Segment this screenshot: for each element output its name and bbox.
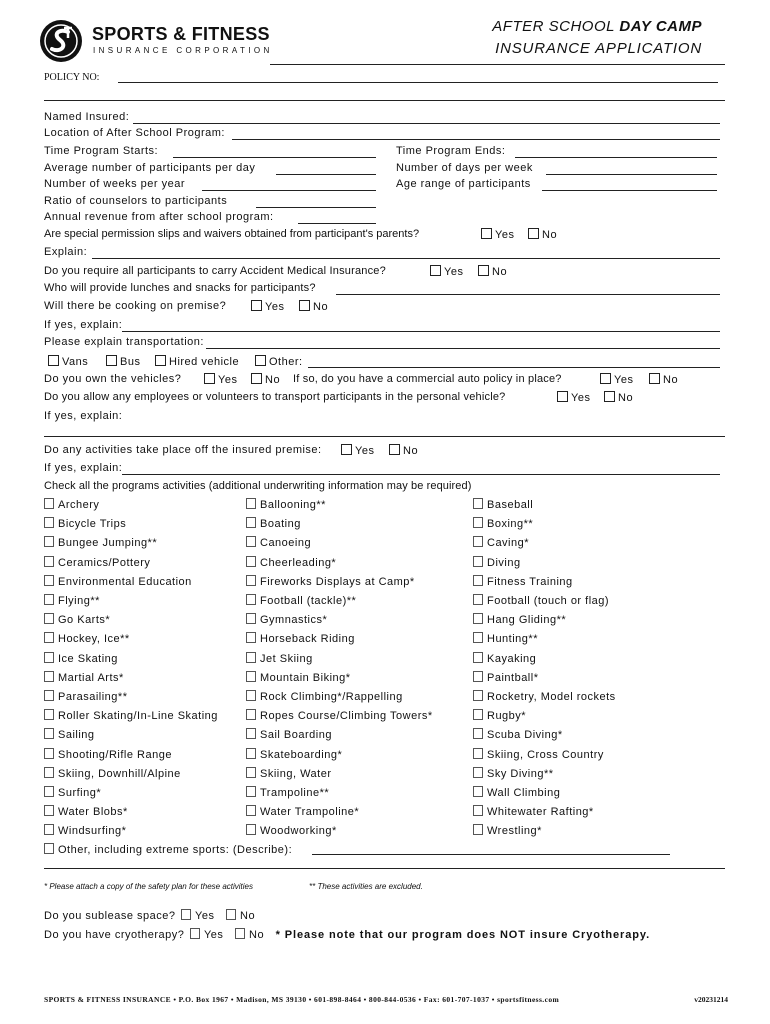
- activity-item[interactable]: [246, 748, 342, 761]
- activity-item[interactable]: [246, 632, 355, 645]
- activity-checkbox[interactable]: [473, 498, 483, 509]
- activity-item[interactable]: [246, 652, 313, 665]
- no-label: No: [663, 374, 679, 386]
- activity-label: Environmental Education: [58, 575, 192, 588]
- activity-label: Skiing, Downhill/Alpine: [58, 767, 181, 780]
- time-starts-label: Time Program Starts:: [44, 145, 159, 157]
- activity-item[interactable]: [44, 767, 181, 780]
- activity-checkbox[interactable]: [473, 652, 483, 663]
- commercial-question: If so, do you have a commercial auto policy in place?: [293, 373, 562, 385]
- activity-label: Shooting/Rifle Range: [58, 748, 172, 761]
- activity-item[interactable]: [44, 652, 118, 665]
- activity-label: Boating: [260, 518, 301, 531]
- activity-label: Skiing, Water: [260, 767, 332, 780]
- cooking-no-checkbox[interactable]: [299, 300, 310, 311]
- revenue-label: Annual revenue from after school program:: [44, 211, 274, 223]
- activity-item[interactable]: [44, 498, 99, 511]
- policy-no-label: POLICY NO:: [44, 72, 100, 83]
- activity-label: Baseball: [487, 499, 534, 511]
- activity-item[interactable]: [44, 613, 110, 626]
- no-label: No: [313, 301, 329, 313]
- activity-item[interactable]: [246, 767, 332, 780]
- activity-item[interactable]: [473, 536, 529, 549]
- cryo-no-checkbox[interactable]: [235, 928, 245, 939]
- activity-checkbox[interactable]: [246, 671, 256, 682]
- personal-vehicle-no[interactable]: [604, 391, 633, 404]
- commercial-no-checkbox[interactable]: [649, 373, 660, 384]
- activity-item[interactable]: [473, 671, 538, 684]
- accident-no[interactable]: [478, 265, 507, 278]
- activity-label: Diving: [487, 556, 521, 569]
- accident-yes[interactable]: [430, 265, 463, 278]
- excluded-footnote: ** These activities are excluded.: [309, 882, 423, 891]
- activity-checkbox[interactable]: [246, 748, 256, 759]
- company-logo: [38, 18, 84, 64]
- cooking-explain-label: If yes, explain:: [44, 319, 123, 331]
- permission-question: Are special permission slips and waivers obtained from participant's parents?: [44, 228, 420, 240]
- own-vehicles-yes[interactable]: [204, 373, 237, 386]
- activity-label: Rock Climbing*/Rappelling: [260, 691, 403, 703]
- activity-item[interactable]: [44, 517, 126, 530]
- commercial-yes[interactable]: [600, 373, 633, 386]
- activity-item[interactable]: [44, 709, 218, 722]
- activity-label: Skiing, Cross Country: [487, 748, 604, 761]
- activity-checkbox[interactable]: [44, 690, 54, 701]
- policy-no-field[interactable]: [118, 82, 718, 83]
- activity-checkbox[interactable]: [473, 805, 483, 816]
- activity-label: Hockey, Ice**: [58, 633, 130, 646]
- activity-label: Bungee Jumping**: [58, 537, 158, 550]
- activity-item[interactable]: [473, 805, 594, 818]
- age-range-field[interactable]: [542, 190, 717, 191]
- brand-subtitle: INSURANCE CORPORATION: [93, 46, 273, 55]
- offsite-no-checkbox[interactable]: [389, 444, 400, 455]
- activity-label: Ballooning**: [260, 499, 326, 511]
- activity-label: Roller Skating/In-Line Skating: [58, 710, 218, 723]
- activity-label: Gymnastics*: [260, 614, 328, 627]
- activity-checkbox[interactable]: [44, 767, 54, 778]
- location-field[interactable]: [232, 139, 720, 140]
- activity-checkbox[interactable]: [473, 575, 483, 586]
- activity-item[interactable]: [246, 824, 337, 837]
- other-checkbox[interactable]: [255, 355, 266, 366]
- named-insured-field[interactable]: [133, 123, 720, 124]
- activity-label: Sky Diving**: [487, 767, 554, 780]
- activity-label: Rocketry, Model rockets: [487, 691, 616, 703]
- form-title-b: DAY CAMP: [619, 18, 702, 35]
- activity-checkbox[interactable]: [473, 786, 483, 797]
- activity-item[interactable]: [473, 594, 609, 607]
- activity-checkbox[interactable]: [246, 594, 256, 605]
- avg-participants-label: Average number of participants per day: [44, 162, 256, 174]
- offsite-yes[interactable]: [341, 444, 374, 457]
- activity-label: Paintball*: [487, 671, 539, 684]
- activity-checkbox[interactable]: [246, 613, 256, 624]
- activity-checkbox[interactable]: [44, 671, 54, 682]
- activity-label: Windsurfing*: [58, 825, 127, 838]
- activity-checkbox[interactable]: [246, 805, 256, 816]
- activity-checkbox[interactable]: [473, 767, 483, 778]
- activity-checkbox[interactable]: [473, 632, 483, 643]
- activity-item[interactable]: [246, 786, 329, 799]
- days-per-week-field[interactable]: [546, 174, 717, 175]
- permission-yes[interactable]: [481, 228, 514, 241]
- activity-checkbox[interactable]: [473, 671, 483, 682]
- commercial-no[interactable]: [649, 373, 678, 386]
- transport-bus[interactable]: [106, 355, 140, 368]
- activity-item[interactable]: [246, 556, 336, 569]
- activity-label: Whitewater Rafting*: [487, 806, 594, 819]
- activity-checkbox[interactable]: [246, 556, 256, 567]
- section-divider: [44, 100, 725, 101]
- offsite-yes-checkbox[interactable]: [341, 444, 352, 455]
- activity-label: Jet Skiing: [260, 652, 313, 665]
- age-range-label: Age range of participants: [396, 178, 531, 190]
- form-title-line2: INSURANCE APPLICATION: [495, 40, 702, 57]
- activity-checkbox[interactable]: [473, 556, 483, 567]
- activity-label: Wall Climbing: [487, 787, 561, 799]
- activity-label: Horseback Riding: [260, 633, 355, 646]
- permission-no[interactable]: [528, 228, 557, 241]
- transport-other-field[interactable]: [308, 367, 720, 368]
- activity-item[interactable]: [473, 748, 604, 761]
- activity-label: Canoeing: [260, 537, 312, 550]
- activity-label: Skateboarding*: [260, 748, 343, 761]
- activity-label: Rugby*: [487, 710, 527, 723]
- weeks-per-year-label: Number of weeks per year: [44, 178, 185, 190]
- activity-label: Go Karts*: [58, 614, 111, 627]
- activity-checkbox[interactable]: [44, 824, 54, 835]
- explain-field[interactable]: [92, 258, 720, 259]
- cryo-question: Do you have cryotherapy?: [44, 929, 185, 941]
- personal-vehicle-yes[interactable]: [557, 391, 590, 404]
- time-ends-label: Time Program Ends:: [396, 145, 506, 157]
- activity-label: Water Trampoline*: [260, 806, 360, 819]
- section-divider: [44, 868, 725, 869]
- header-rule: [270, 64, 725, 65]
- activity-item[interactable]: [473, 728, 563, 741]
- bus-label: Bus: [120, 356, 141, 368]
- transport-other[interactable]: [255, 355, 303, 368]
- no-label: No: [542, 229, 558, 241]
- activity-label: Bicycle Trips: [58, 518, 127, 531]
- activity-label: Boxing**: [487, 518, 534, 531]
- activity-label: Cheerleading*: [260, 556, 337, 569]
- activity-checkbox[interactable]: [44, 498, 54, 509]
- activity-label: Ropes Course/Climbing Towers*: [260, 710, 433, 723]
- personal-vehicle-no-checkbox[interactable]: [604, 391, 615, 402]
- activity-label: Sailing: [58, 729, 95, 742]
- activity-other[interactable]: [44, 843, 292, 856]
- commercial-yes-checkbox[interactable]: [600, 373, 611, 384]
- brand-name: SPORTS & FITNESS: [92, 24, 270, 44]
- accident-question: Do you require all participants to carry Accident Medical Insurance?: [44, 265, 386, 277]
- activity-checkbox[interactable]: [44, 786, 54, 797]
- activity-item[interactable]: [246, 517, 301, 530]
- activity-checkbox[interactable]: [246, 632, 256, 643]
- own-vehicles-yes-checkbox[interactable]: [204, 373, 215, 384]
- revenue-field[interactable]: [298, 223, 376, 224]
- activity-item[interactable]: [246, 805, 359, 818]
- time-starts-field[interactable]: [173, 157, 376, 158]
- no-label: No: [240, 910, 256, 922]
- yes-label: Yes: [444, 266, 464, 278]
- activity-checkbox[interactable]: [473, 824, 483, 835]
- accident-no-checkbox[interactable]: [478, 265, 489, 276]
- sublease-no-checkbox[interactable]: [226, 909, 236, 920]
- activity-other-label: Other, including extreme sports: (Describe):: [58, 844, 293, 856]
- activity-label: Sail Boarding: [260, 729, 332, 742]
- form-title-a: AFTER SCHOOL: [492, 18, 620, 35]
- activity-item[interactable]: [44, 671, 124, 684]
- activity-item[interactable]: [44, 556, 150, 569]
- cryo-row: [44, 928, 650, 941]
- activity-item[interactable]: [473, 767, 554, 780]
- activity-item[interactable]: [246, 728, 332, 741]
- footer-contact: SPORTS & FITNESS INSURANCE • P.O. Box 1967 • Madison, MS 39130 • 601-898-8464 • 800-844-0536 • Fax: 601-707-1037 • sportsfitness.com: [44, 995, 560, 1004]
- yes-label: Yes: [571, 392, 591, 404]
- vans-label: Vans: [62, 356, 89, 368]
- cooking-yes-checkbox[interactable]: [251, 300, 262, 311]
- cooking-no[interactable]: [299, 300, 328, 313]
- activity-label: Wrestling*: [487, 825, 542, 838]
- activity-label: Ceramics/Pottery: [58, 556, 151, 569]
- activity-item[interactable]: [473, 709, 526, 722]
- weeks-per-year-field[interactable]: [202, 190, 376, 191]
- activity-label: Hunting**: [487, 633, 538, 646]
- activity-item[interactable]: [44, 728, 95, 741]
- hired-vehicle-checkbox[interactable]: [155, 355, 166, 366]
- activity-other-checkbox[interactable]: [44, 843, 54, 854]
- activity-item[interactable]: [473, 824, 542, 837]
- activity-label: Scuba Diving*: [487, 729, 563, 742]
- activity-label: Parasailing**: [58, 691, 128, 703]
- activity-checkbox[interactable]: [246, 786, 256, 797]
- own-vehicles-question: Do you own the vehicles?: [44, 373, 182, 385]
- sublease-row: [44, 909, 255, 922]
- activity-checkbox[interactable]: [44, 536, 54, 547]
- form-title-line1: [492, 18, 702, 35]
- activity-checkbox[interactable]: [246, 690, 256, 701]
- activity-checkbox[interactable]: [44, 805, 54, 816]
- hired-vehicle-label: Hired vehicle: [169, 356, 240, 368]
- activity-checkbox[interactable]: [44, 728, 54, 739]
- activity-checkbox[interactable]: [44, 517, 54, 528]
- explain-label: Explain:: [44, 246, 88, 258]
- activity-checkbox[interactable]: [246, 517, 256, 528]
- activity-item[interactable]: [246, 498, 326, 511]
- transport-field[interactable]: [206, 348, 720, 349]
- activity-label: Football (tackle)**: [260, 595, 357, 607]
- activity-item[interactable]: [473, 613, 566, 626]
- offsite-question: Do any activities take place off the insured premise:: [44, 444, 322, 456]
- activity-item[interactable]: [246, 709, 433, 722]
- activity-label: Trampoline**: [260, 787, 330, 799]
- activity-checkbox[interactable]: [44, 594, 54, 605]
- vehicle-explain-label: If yes, explain:: [44, 410, 123, 422]
- activity-checkbox[interactable]: [246, 824, 256, 835]
- activity-label: Water Blobs*: [58, 806, 128, 819]
- activity-label: Football (touch or flag): [487, 595, 610, 607]
- lunch-field[interactable]: [336, 294, 720, 295]
- offsite-no[interactable]: [389, 444, 418, 457]
- activity-item[interactable]: [473, 652, 536, 665]
- sublease-question: Do you sublease space?: [44, 910, 176, 922]
- activity-item[interactable]: [246, 575, 415, 588]
- activity-checkbox[interactable]: [246, 536, 256, 547]
- footer-version: v20231214: [694, 995, 728, 1004]
- safety-footnote: * Please attach a copy of the safety plan for these activities: [44, 882, 254, 891]
- permission-yes-checkbox[interactable]: [481, 228, 492, 239]
- activity-item[interactable]: [473, 575, 573, 588]
- no-label: No: [265, 374, 281, 386]
- days-per-week-label: Number of days per week: [396, 162, 533, 174]
- activity-checkbox[interactable]: [473, 613, 483, 624]
- bus-checkbox[interactable]: [106, 355, 117, 366]
- personal-vehicle-question: Do you allow any employees or volunteers to transport participants in the personal vehicle?: [44, 391, 506, 403]
- activity-item[interactable]: [44, 594, 100, 607]
- yes-label: Yes: [614, 374, 634, 386]
- offsite-explain-field[interactable]: [122, 474, 720, 475]
- transport-hired[interactable]: [155, 355, 239, 368]
- yes-label: Yes: [265, 301, 285, 313]
- lunch-question: Who will provide lunches and snacks for participants?: [44, 282, 316, 294]
- transport-vans[interactable]: [48, 355, 88, 368]
- activity-checkbox[interactable]: [246, 652, 256, 663]
- activity-checkbox[interactable]: [473, 517, 483, 528]
- activity-checkbox[interactable]: [44, 613, 54, 624]
- cryo-note: * Please note that our program does NOT insure Cryotherapy.: [275, 929, 651, 941]
- yes-label: Yes: [495, 229, 515, 241]
- activities-instructions: Check all the programs activities (additional underwriting information may be required): [44, 480, 472, 492]
- yes-label: Yes: [195, 910, 215, 922]
- no-label: No: [492, 266, 508, 278]
- ratio-label: Ratio of counselors to participants: [44, 195, 228, 207]
- yes-label: Yes: [203, 929, 224, 941]
- cooking-yes[interactable]: [251, 300, 284, 313]
- activity-item[interactable]: [473, 556, 521, 569]
- activity-checkbox[interactable]: [246, 498, 256, 509]
- activity-checkbox[interactable]: [473, 594, 483, 605]
- other-label: Other:: [269, 356, 303, 368]
- activity-item[interactable]: [246, 690, 403, 703]
- cooking-explain-field[interactable]: [122, 331, 720, 332]
- activity-checkbox[interactable]: [44, 748, 54, 759]
- activity-label: Caving*: [487, 537, 530, 550]
- transport-label: Please explain transportation:: [44, 336, 204, 348]
- activity-item[interactable]: [44, 536, 157, 549]
- activity-item[interactable]: [44, 748, 172, 761]
- activity-checkbox[interactable]: [473, 709, 483, 720]
- activity-item[interactable]: [44, 632, 130, 645]
- activity-other-field[interactable]: [312, 854, 670, 855]
- activity-label: Woodworking*: [260, 825, 337, 838]
- activity-checkbox[interactable]: [44, 575, 54, 586]
- activity-label: Archery: [58, 499, 100, 511]
- activity-item[interactable]: [44, 786, 101, 799]
- permission-no-checkbox[interactable]: [528, 228, 539, 239]
- no-label: No: [249, 929, 265, 941]
- personal-vehicle-yes-checkbox[interactable]: [557, 391, 568, 402]
- own-vehicles-no-checkbox[interactable]: [251, 373, 262, 384]
- vans-checkbox[interactable]: [48, 355, 59, 366]
- activity-checkbox[interactable]: [246, 709, 256, 720]
- activity-checkbox[interactable]: [473, 536, 483, 547]
- no-label: No: [403, 445, 419, 457]
- activity-label: Fitness Training: [487, 575, 573, 588]
- activity-label: Fireworks Displays at Camp*: [260, 575, 415, 588]
- activity-label: Surfing*: [58, 787, 102, 799]
- activity-checkbox[interactable]: [473, 728, 483, 739]
- named-insured-label: Named Insured:: [44, 111, 130, 123]
- own-vehicles-no[interactable]: [251, 373, 280, 386]
- activity-label: Hang Gliding**: [487, 614, 567, 627]
- accident-yes-checkbox[interactable]: [430, 265, 441, 276]
- offsite-explain-label: If yes, explain:: [44, 462, 123, 474]
- activity-item[interactable]: [246, 671, 351, 684]
- yes-label: Yes: [355, 445, 375, 457]
- time-ends-field[interactable]: [515, 157, 717, 158]
- activity-item[interactable]: [473, 498, 533, 511]
- activity-checkbox[interactable]: [44, 556, 54, 567]
- activity-checkbox[interactable]: [473, 748, 483, 759]
- activity-label: Kayaking: [487, 652, 537, 665]
- activity-checkbox[interactable]: [246, 575, 256, 586]
- activity-item[interactable]: [246, 613, 327, 626]
- activity-item[interactable]: [473, 517, 533, 530]
- activity-label: Mountain Biking*: [260, 671, 351, 684]
- activity-item[interactable]: [473, 690, 616, 703]
- activity-item[interactable]: [44, 575, 192, 588]
- activity-item[interactable]: [246, 536, 311, 549]
- yes-label: Yes: [218, 374, 238, 386]
- activity-label: Ice Skating: [58, 652, 118, 665]
- cryo-yes-checkbox[interactable]: [190, 928, 200, 939]
- activity-checkbox[interactable]: [44, 709, 54, 720]
- activity-checkbox[interactable]: [246, 728, 256, 739]
- activity-label: Martial Arts*: [58, 671, 124, 684]
- activity-item[interactable]: [44, 805, 128, 818]
- activity-checkbox[interactable]: [246, 767, 256, 778]
- activity-item[interactable]: [246, 594, 356, 607]
- section-divider: [44, 436, 725, 437]
- activity-item[interactable]: [44, 824, 126, 837]
- activity-checkbox[interactable]: [44, 652, 54, 663]
- sublease-yes-checkbox[interactable]: [181, 909, 191, 920]
- ratio-field[interactable]: [256, 207, 376, 208]
- avg-participants-field[interactable]: [276, 174, 376, 175]
- activity-item[interactable]: [44, 690, 127, 703]
- activity-checkbox[interactable]: [473, 690, 483, 701]
- activity-item[interactable]: [473, 786, 560, 799]
- activity-label: Flying**: [58, 595, 100, 607]
- cooking-question: Will there be cooking on premise?: [44, 300, 227, 312]
- activity-checkbox[interactable]: [44, 632, 54, 643]
- no-label: No: [618, 392, 634, 404]
- activity-item[interactable]: [473, 632, 538, 645]
- location-label: Location of After School Program:: [44, 127, 225, 139]
